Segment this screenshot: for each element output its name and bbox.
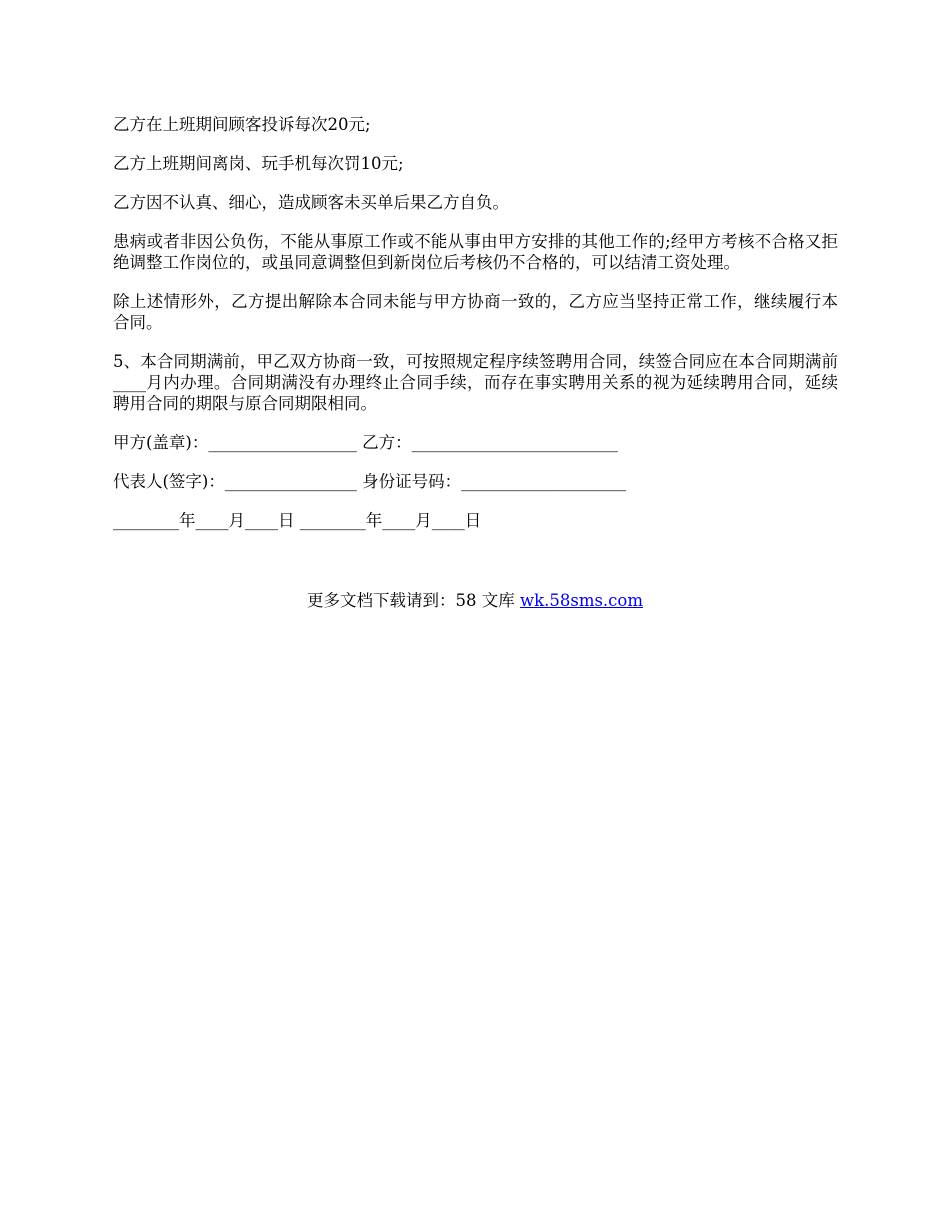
signature-date-line: ________年____月____日 ________年____月____日: [113, 511, 482, 530]
paragraph-negligence: 乙方因不认真、细心，造成顾客未买单后果乙方自负。: [113, 193, 509, 212]
signature-representative-line: 代表人(签字)：________________ 身份证号码：____________________: [113, 472, 627, 491]
document-body: [113, 114, 838, 549]
paragraph-termination-negotiation: 除上述情形外，乙方提出解除本合同未能与甲方协商一致的，乙方应当坚持正常工作，继续履行本合同。: [113, 292, 838, 332]
footer-link[interactable]: wk.58sms.com: [519, 591, 643, 610]
signature-party-line: 甲方(盖章)：__________________ 乙方：_________________________: [113, 433, 618, 452]
paragraph-absence-fine: 乙方上班期间离岗、玩手机每次罚10元;: [113, 154, 404, 173]
paragraph-illness-termination: 患病或者非因公负伤，不能从事原工作或不能从事由甲方安排的其他工作的;经甲方考核不合格又拒绝调整工作岗位的，或虽同意调整但到新岗位后考核仍不合格的，可以结清工资处理。: [113, 232, 838, 272]
paragraph-contract-renewal: 5、本合同期满前，甲乙双方协商一致，可按照规定程序续签聘用合同，续签合同应在本合同期满前____月内办理。合同期满没有办理终止合同手续，而存在事实聘用关系的视为延续聘用合同，延续聘用合同的期限与原合同期限相同。: [113, 352, 838, 413]
download-footer: [0, 590, 950, 611]
footer-text: 更多文档下载请到：58 文库: [306, 591, 520, 610]
paragraph-complaint-fine: 乙方在上班期间顾客投诉每次20元;: [113, 115, 371, 134]
